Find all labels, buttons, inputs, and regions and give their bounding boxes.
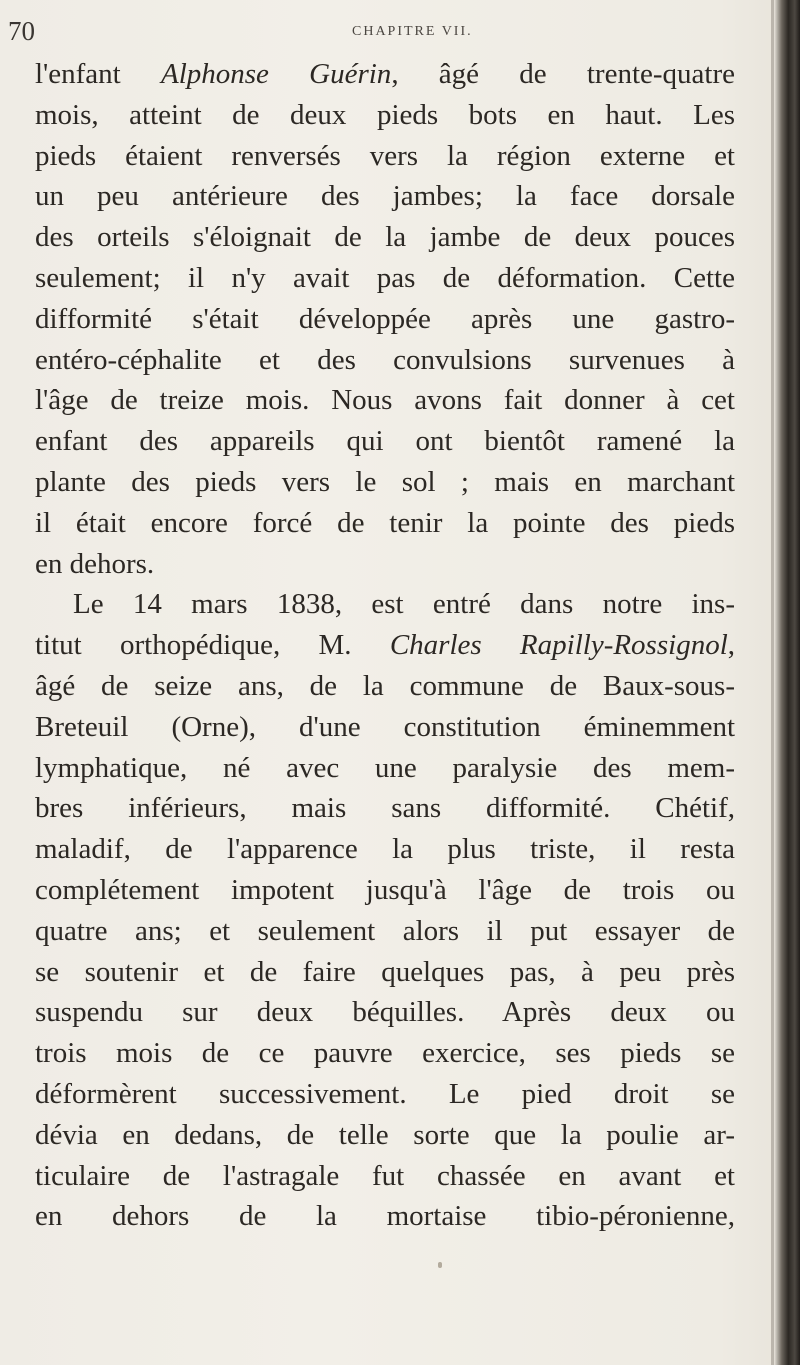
running-head: CHAPITRE VII. — [352, 24, 473, 39]
text-run: , — [727, 629, 735, 662]
body-text — [35, 54, 735, 1237]
text-run: maladif, de l'apparence la plus triste, il resta — [35, 833, 735, 866]
text-run: mois, atteint de deux pieds bots en haut. Les — [35, 98, 735, 131]
text-run: Le 14 mars 1838, est entré dans notre ins- — [73, 588, 735, 621]
ink-speck — [438, 1262, 442, 1268]
text-run: dévia en dedans, de telle sorte que la poulie ar- — [35, 1118, 735, 1151]
text-line — [35, 217, 735, 258]
text-line — [35, 503, 735, 544]
text-run: plante des pieds vers le sol ; mais en marchant — [35, 465, 735, 498]
text-run: quatre ans; et seulement alors il put essayer de — [35, 914, 735, 947]
text-run: enfant des appareils qui ont bientôt ramené la — [35, 425, 735, 458]
text-line — [35, 1115, 735, 1156]
text-line — [35, 421, 735, 462]
text-line — [35, 544, 735, 585]
text-run: ticulaire de l'astragale fut chassée en avant et — [35, 1159, 735, 1192]
text-run: Breteuil (Orne), d'une constitution éminemment — [35, 710, 735, 743]
text-line — [35, 584, 735, 625]
text-line — [35, 666, 735, 707]
text-line — [35, 1033, 735, 1074]
text-line — [35, 299, 735, 340]
text-line — [35, 258, 735, 299]
text-line — [35, 1196, 735, 1237]
text-run: se soutenir et de faire quelques pas, à peu près — [35, 955, 735, 988]
text-line — [35, 176, 735, 217]
text-run: trois mois de ce pauvre exercice, ses pieds se — [35, 1037, 735, 1070]
page-header — [0, 16, 780, 46]
text-run: titut orthopédique, M. — [35, 629, 390, 662]
text-line — [35, 380, 735, 421]
text-run: , âgé de trente-quatre — [391, 58, 736, 90]
text-line — [35, 992, 735, 1033]
text-line — [35, 911, 735, 952]
text-run: en dehors. — [35, 547, 155, 580]
text-run: bres inférieurs, mais sans difformité. Chétif, — [35, 792, 735, 825]
text-line — [35, 748, 735, 789]
text-run: lymphatique, né avec une paralysie des mem- — [35, 751, 735, 784]
text-run: difformité s'était développée après une gastro- — [35, 302, 735, 335]
italic-name: Alphonse Guérin — [160, 58, 392, 90]
text-line — [35, 136, 735, 177]
text-run: l'âge de treize mois. Nous avons fait donner à cet — [35, 384, 735, 417]
text-line — [35, 788, 735, 829]
italic-name: Charles Rapilly-Rossignol — [389, 629, 728, 662]
text-line — [35, 95, 735, 136]
text-line — [35, 829, 735, 870]
text-run: des orteils s'éloignait de la jambe de deux pouces — [35, 221, 735, 254]
text-run: suspendu sur deux béquilles. Après deux ou — [35, 996, 735, 1029]
text-run: en dehors de la mortaise tibio-péronienne, — [35, 1200, 735, 1233]
text-run: seulement; il n'y avait pas de déformation. Cette — [35, 261, 735, 294]
text-line — [35, 1074, 735, 1115]
text-line — [35, 54, 735, 95]
text-line — [35, 340, 735, 381]
text-run: âgé de seize ans, de la commune de Baux-sous- — [35, 669, 735, 702]
text-run: pieds étaient renversés vers la région externe et — [35, 139, 735, 172]
page-number: 70 — [8, 16, 35, 46]
text-run: l'enfant — [35, 58, 161, 90]
text-line — [35, 1156, 735, 1197]
text-line — [35, 462, 735, 503]
text-run: complétement impotent jusqu'à l'âge de trois ou — [35, 873, 735, 906]
text-line — [35, 707, 735, 748]
text-run: entéro-céphalite et des convulsions survenues à — [35, 343, 735, 376]
text-run: un peu antérieure des jambes; la face dorsale — [35, 180, 735, 213]
text-line — [35, 952, 735, 993]
text-line — [35, 625, 735, 666]
text-run: il était encore forcé de tenir la pointe des pieds — [35, 506, 735, 539]
text-run: déformèrent successivement. Le pied droit se — [35, 1077, 735, 1110]
text-line — [35, 870, 735, 911]
page-edge-shadow — [774, 0, 800, 1365]
